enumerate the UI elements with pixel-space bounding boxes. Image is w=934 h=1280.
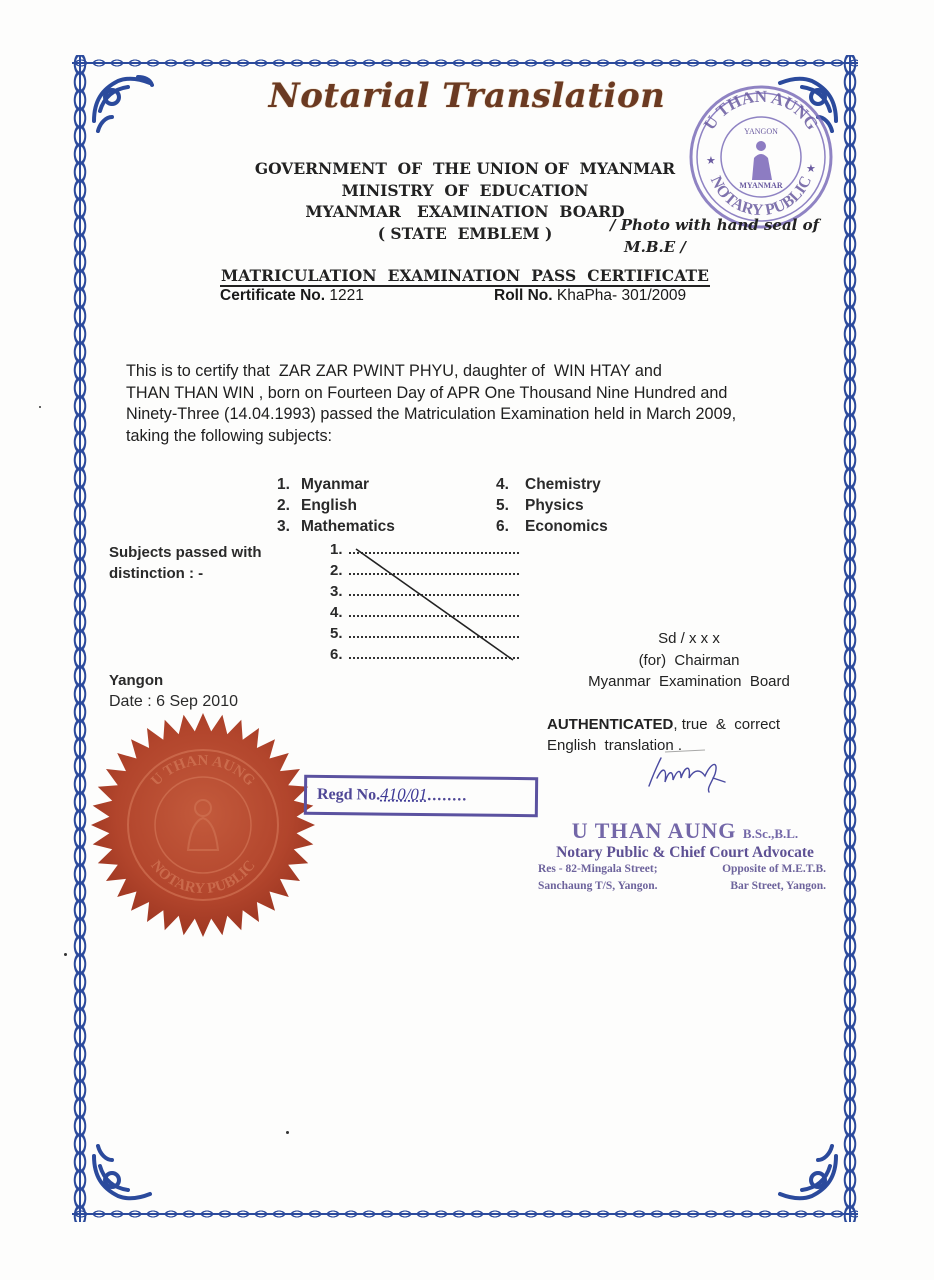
- scan-speck: [39, 406, 41, 408]
- place: Yangon: [109, 672, 164, 689]
- roll-number-value: KhaPha- 301/2009: [556, 287, 687, 304]
- notary-address: Opposite of M.E.T.B.: [722, 863, 826, 875]
- notary-stamp: [530, 818, 840, 895]
- statement-line: Ninety-Three (14.04.1993) passed the Matriculation Examination held in March 2009,: [126, 405, 737, 423]
- notary-degree: B.Sc.,B.L.: [742, 826, 799, 841]
- seal-text-city: YANGON: [744, 127, 778, 136]
- slot-number: 1.: [330, 541, 343, 558]
- slot-number: 2.: [330, 562, 343, 579]
- slot-number: 5.: [330, 625, 343, 642]
- signatory-line: Sd / x x x: [658, 630, 720, 647]
- corner-ornament-bottom-left: [88, 1136, 158, 1206]
- registration-label: Regd No.: [316, 785, 381, 804]
- subject-name: Physics: [525, 497, 584, 514]
- statement-line: THAN THAN WIN , born on Fourteen Day of APR One Thousand Nine Hundred and: [126, 383, 728, 402]
- subjects-list-left: [277, 474, 395, 537]
- subject-number: 1.: [277, 476, 290, 493]
- distinction-label-line: distinction : -: [109, 565, 204, 582]
- authentication-bold: AUTHENTICATED: [547, 716, 674, 733]
- header-line: ( STATE EMBLEM ): [377, 223, 553, 243]
- notary-signature: [645, 748, 735, 798]
- document-title: Notarial Translation: [268, 76, 666, 116]
- distinction-label: [109, 542, 262, 584]
- subject-number: 2.: [277, 497, 290, 514]
- seal-star-icon: ★: [806, 163, 816, 175]
- border-left-line: [79, 55, 81, 1222]
- notary-address: Res - 82-Mingala Street;: [538, 863, 658, 875]
- photo-note-line2: M.B.E /: [624, 238, 686, 256]
- header-line: GOVERNMENT OF THE UNION OF MYANMAR: [254, 159, 676, 178]
- seal-text-name: U THAN AUNG: [699, 87, 823, 134]
- seal-emblem-icon: [752, 141, 772, 180]
- slot-number: 4.: [330, 604, 343, 621]
- border-bottom-line: [72, 1213, 858, 1215]
- red-seal-text-top: U THAN AUNG: [148, 752, 258, 790]
- certificate-number-value: 1221: [329, 287, 364, 304]
- authentication-text: English translation .: [547, 737, 683, 754]
- signatory-block: [560, 628, 818, 693]
- scan-speck: [286, 1131, 289, 1134]
- subject-name: Mathematics: [301, 518, 395, 535]
- slot-number: 6.: [330, 646, 343, 663]
- registration-number: 410/01: [380, 784, 428, 805]
- red-seal-text-bottom: NOTARY PUBLIC: [147, 857, 259, 898]
- certification-statement: [126, 361, 826, 447]
- subject-number: 6.: [496, 518, 509, 535]
- seal-text-country: MYANMAR: [739, 181, 783, 190]
- certificate-number: [220, 287, 364, 305]
- signatory-line: Myanmar Examination Board: [588, 673, 790, 690]
- subject-item: [277, 495, 395, 516]
- subject-item: [277, 516, 395, 537]
- subjects-list-right: [496, 474, 608, 537]
- statement-line: taking the following subjects:: [126, 426, 333, 445]
- subject-item: [277, 474, 395, 495]
- red-notary-seal: [88, 710, 318, 940]
- subject-name: Economics: [525, 518, 608, 535]
- notary-address: Sanchaung T/S, Yangon.: [538, 880, 658, 892]
- subject-number: 4.: [496, 476, 509, 493]
- roll-number-label: Roll No.: [494, 287, 553, 304]
- header-line: MINISTRY OF EDUCATION: [341, 180, 589, 200]
- header-line: MYANMAR EXAMINATION BOARD: [305, 202, 625, 221]
- notary-address: Bar Street, Yangon.: [730, 880, 826, 892]
- signatory-line: (for) Chairman: [638, 651, 740, 669]
- authentication-text: , true & correct: [673, 716, 781, 733]
- border-top-line: [72, 62, 858, 64]
- distinction-label-line: Subjects passed with: [109, 544, 262, 561]
- notary-name: U THAN AUNG: [571, 818, 737, 843]
- notary-role: Notary Public & Chief Court Advocate: [556, 844, 814, 861]
- distinction-strike-line: [350, 545, 520, 665]
- slot-number: 3.: [330, 583, 343, 600]
- seal-text-notary: NOTARY PUBLIC: [706, 173, 816, 220]
- statement-line: This is to certify that ZAR ZAR PWINT PHYU, daughter of WIN HTAY and: [126, 362, 662, 380]
- subject-item: [496, 495, 608, 516]
- subject-item: [496, 516, 608, 537]
- seal-starburst: [91, 713, 315, 937]
- subject-number: 5.: [496, 497, 509, 514]
- subject-item: [496, 474, 608, 495]
- notary-seal-purple: [686, 82, 836, 232]
- corner-ornament-bottom-right: [772, 1136, 842, 1206]
- subject-name: English: [301, 497, 357, 514]
- certificate-number-label: Certificate No.: [220, 287, 326, 304]
- scan-speck: [64, 953, 67, 956]
- certificate-heading: MATRICULATION EXAMINATION PASS CERTIFICATE: [220, 266, 710, 285]
- border-right-line: [849, 55, 851, 1222]
- seal-star-icon: ★: [706, 155, 716, 167]
- photo-note-line1: / Photo with hand seal of: [610, 216, 820, 234]
- subject-name: Chemistry: [525, 476, 601, 493]
- subject-name: Myanmar: [301, 476, 370, 493]
- registration-stamp: Regd No.410/01........: [304, 775, 538, 817]
- subject-number: 3.: [277, 518, 290, 535]
- roll-number: [494, 287, 686, 305]
- issue-date: Date : 6 Sep 2010: [109, 693, 238, 710]
